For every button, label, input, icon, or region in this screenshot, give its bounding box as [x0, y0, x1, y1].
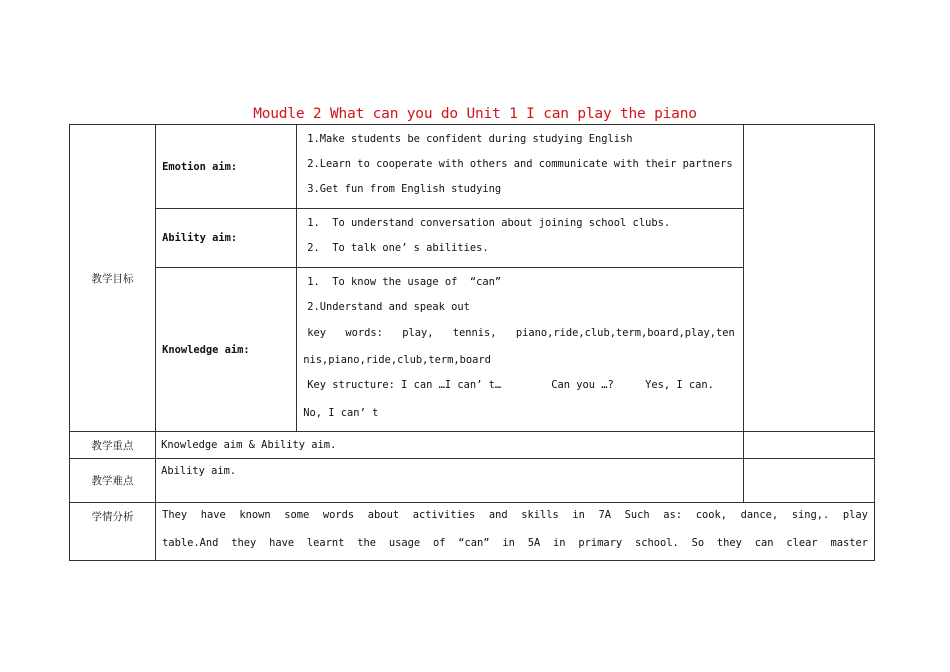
knowledge-aim-item: 1. To know the usage of “can”	[307, 276, 502, 288]
lesson-plan-table	[69, 124, 875, 561]
analysis-word: activities	[412, 509, 476, 521]
key-words-label: key	[307, 327, 327, 339]
teaching-aims-label: 教学目标	[70, 125, 156, 432]
analysis-word: school.	[634, 537, 679, 549]
analysis-word: sing,.	[791, 509, 830, 521]
key-words-continued: nis,piano,ride,club,term,board	[303, 354, 491, 366]
key-words-part: tennis,	[452, 327, 497, 339]
analysis-word: They	[162, 509, 188, 521]
notes-cell	[743, 432, 874, 459]
key-points-row	[70, 432, 875, 459]
analysis-word: of	[432, 537, 446, 549]
analysis-text	[156, 503, 875, 561]
analysis-word: the	[357, 537, 377, 549]
analysis-word: words	[322, 509, 355, 521]
analysis-word: they	[231, 537, 257, 549]
ability-aim-content	[297, 209, 744, 268]
analysis-word: in	[502, 537, 515, 549]
key-points-label: 教学重点	[70, 432, 156, 459]
knowledge-aim-item: 2.Understand and speak out	[307, 301, 470, 313]
emotion-aim-item: 3.Get fun from English studying	[307, 183, 502, 195]
no-answer-line: No, I can’ t	[303, 407, 379, 419]
difficult-points-row	[70, 459, 875, 503]
difficult-points-text: Ability aim.	[156, 459, 744, 503]
analysis-word: Such	[624, 509, 650, 521]
notes-cell	[743, 459, 874, 503]
analysis-word: play	[842, 509, 868, 521]
key-words-part: piano,ride,club,term,board,play,ten	[515, 327, 735, 339]
analysis-word: have	[269, 537, 295, 549]
analysis-word: and	[488, 509, 508, 521]
analysis-word: 5A	[527, 537, 541, 549]
emotion-aim-row	[70, 125, 875, 209]
analysis-word: known	[239, 509, 271, 521]
analysis-word: have	[200, 509, 226, 521]
analysis-word: can	[754, 537, 774, 549]
key-words-line	[303, 322, 735, 350]
page-title: Moudle 2 What can you do Unit 1 I can play the piano	[253, 106, 697, 122]
analysis-row	[70, 503, 875, 561]
knowledge-aim-label: Knowledge aim:	[156, 268, 297, 432]
analysis-word: dance,	[740, 509, 779, 521]
ability-aim-item: 1. To understand conversation about joining school clubs.	[307, 217, 671, 229]
analysis-word: they	[716, 537, 742, 549]
knowledge-aim-content	[297, 268, 744, 432]
analysis-word: skills	[521, 509, 559, 521]
key-structure-line: Key structure: I can …I can’ t… Can you …? Yes, I can.	[307, 379, 714, 391]
ability-aim-label: Ability aim:	[156, 209, 297, 268]
analysis-line	[156, 504, 874, 532]
notes-cell	[743, 125, 874, 432]
analysis-word: some	[284, 509, 310, 521]
key-words-part: words:	[345, 327, 383, 339]
analysis-word: in	[553, 537, 566, 549]
analysis-word: in	[572, 509, 585, 521]
analysis-word: usage	[388, 537, 421, 549]
analysis-word: clear	[786, 537, 818, 549]
key-points-text: Knowledge aim & Ability aim.	[156, 432, 744, 459]
analysis-word: So	[691, 537, 705, 549]
analysis-label: 学情分析	[70, 503, 156, 561]
key-words-part: play,	[402, 327, 434, 339]
emotion-aim-content	[297, 125, 744, 209]
analysis-word: “can”	[458, 537, 490, 549]
analysis-word: cook,	[695, 509, 727, 521]
analysis-word: master	[830, 537, 868, 549]
emotion-aim-item: 2.Learn to cooperate with others and communicate with their partners	[307, 158, 733, 170]
emotion-aim-label: Emotion aim:	[156, 125, 297, 209]
ability-aim-item: 2. To talk one’ s abilities.	[307, 242, 489, 254]
analysis-word: learnt	[306, 537, 345, 549]
difficult-points-label: 教学难点	[70, 459, 156, 503]
analysis-word: table.And	[162, 537, 219, 549]
analysis-line	[156, 532, 874, 560]
analysis-word: 7A	[598, 509, 612, 521]
analysis-word: primary	[578, 537, 623, 549]
analysis-word: about	[367, 509, 400, 521]
emotion-aim-item: 1.Make students be confident during studying English	[307, 133, 633, 145]
analysis-word: as:	[663, 509, 683, 521]
